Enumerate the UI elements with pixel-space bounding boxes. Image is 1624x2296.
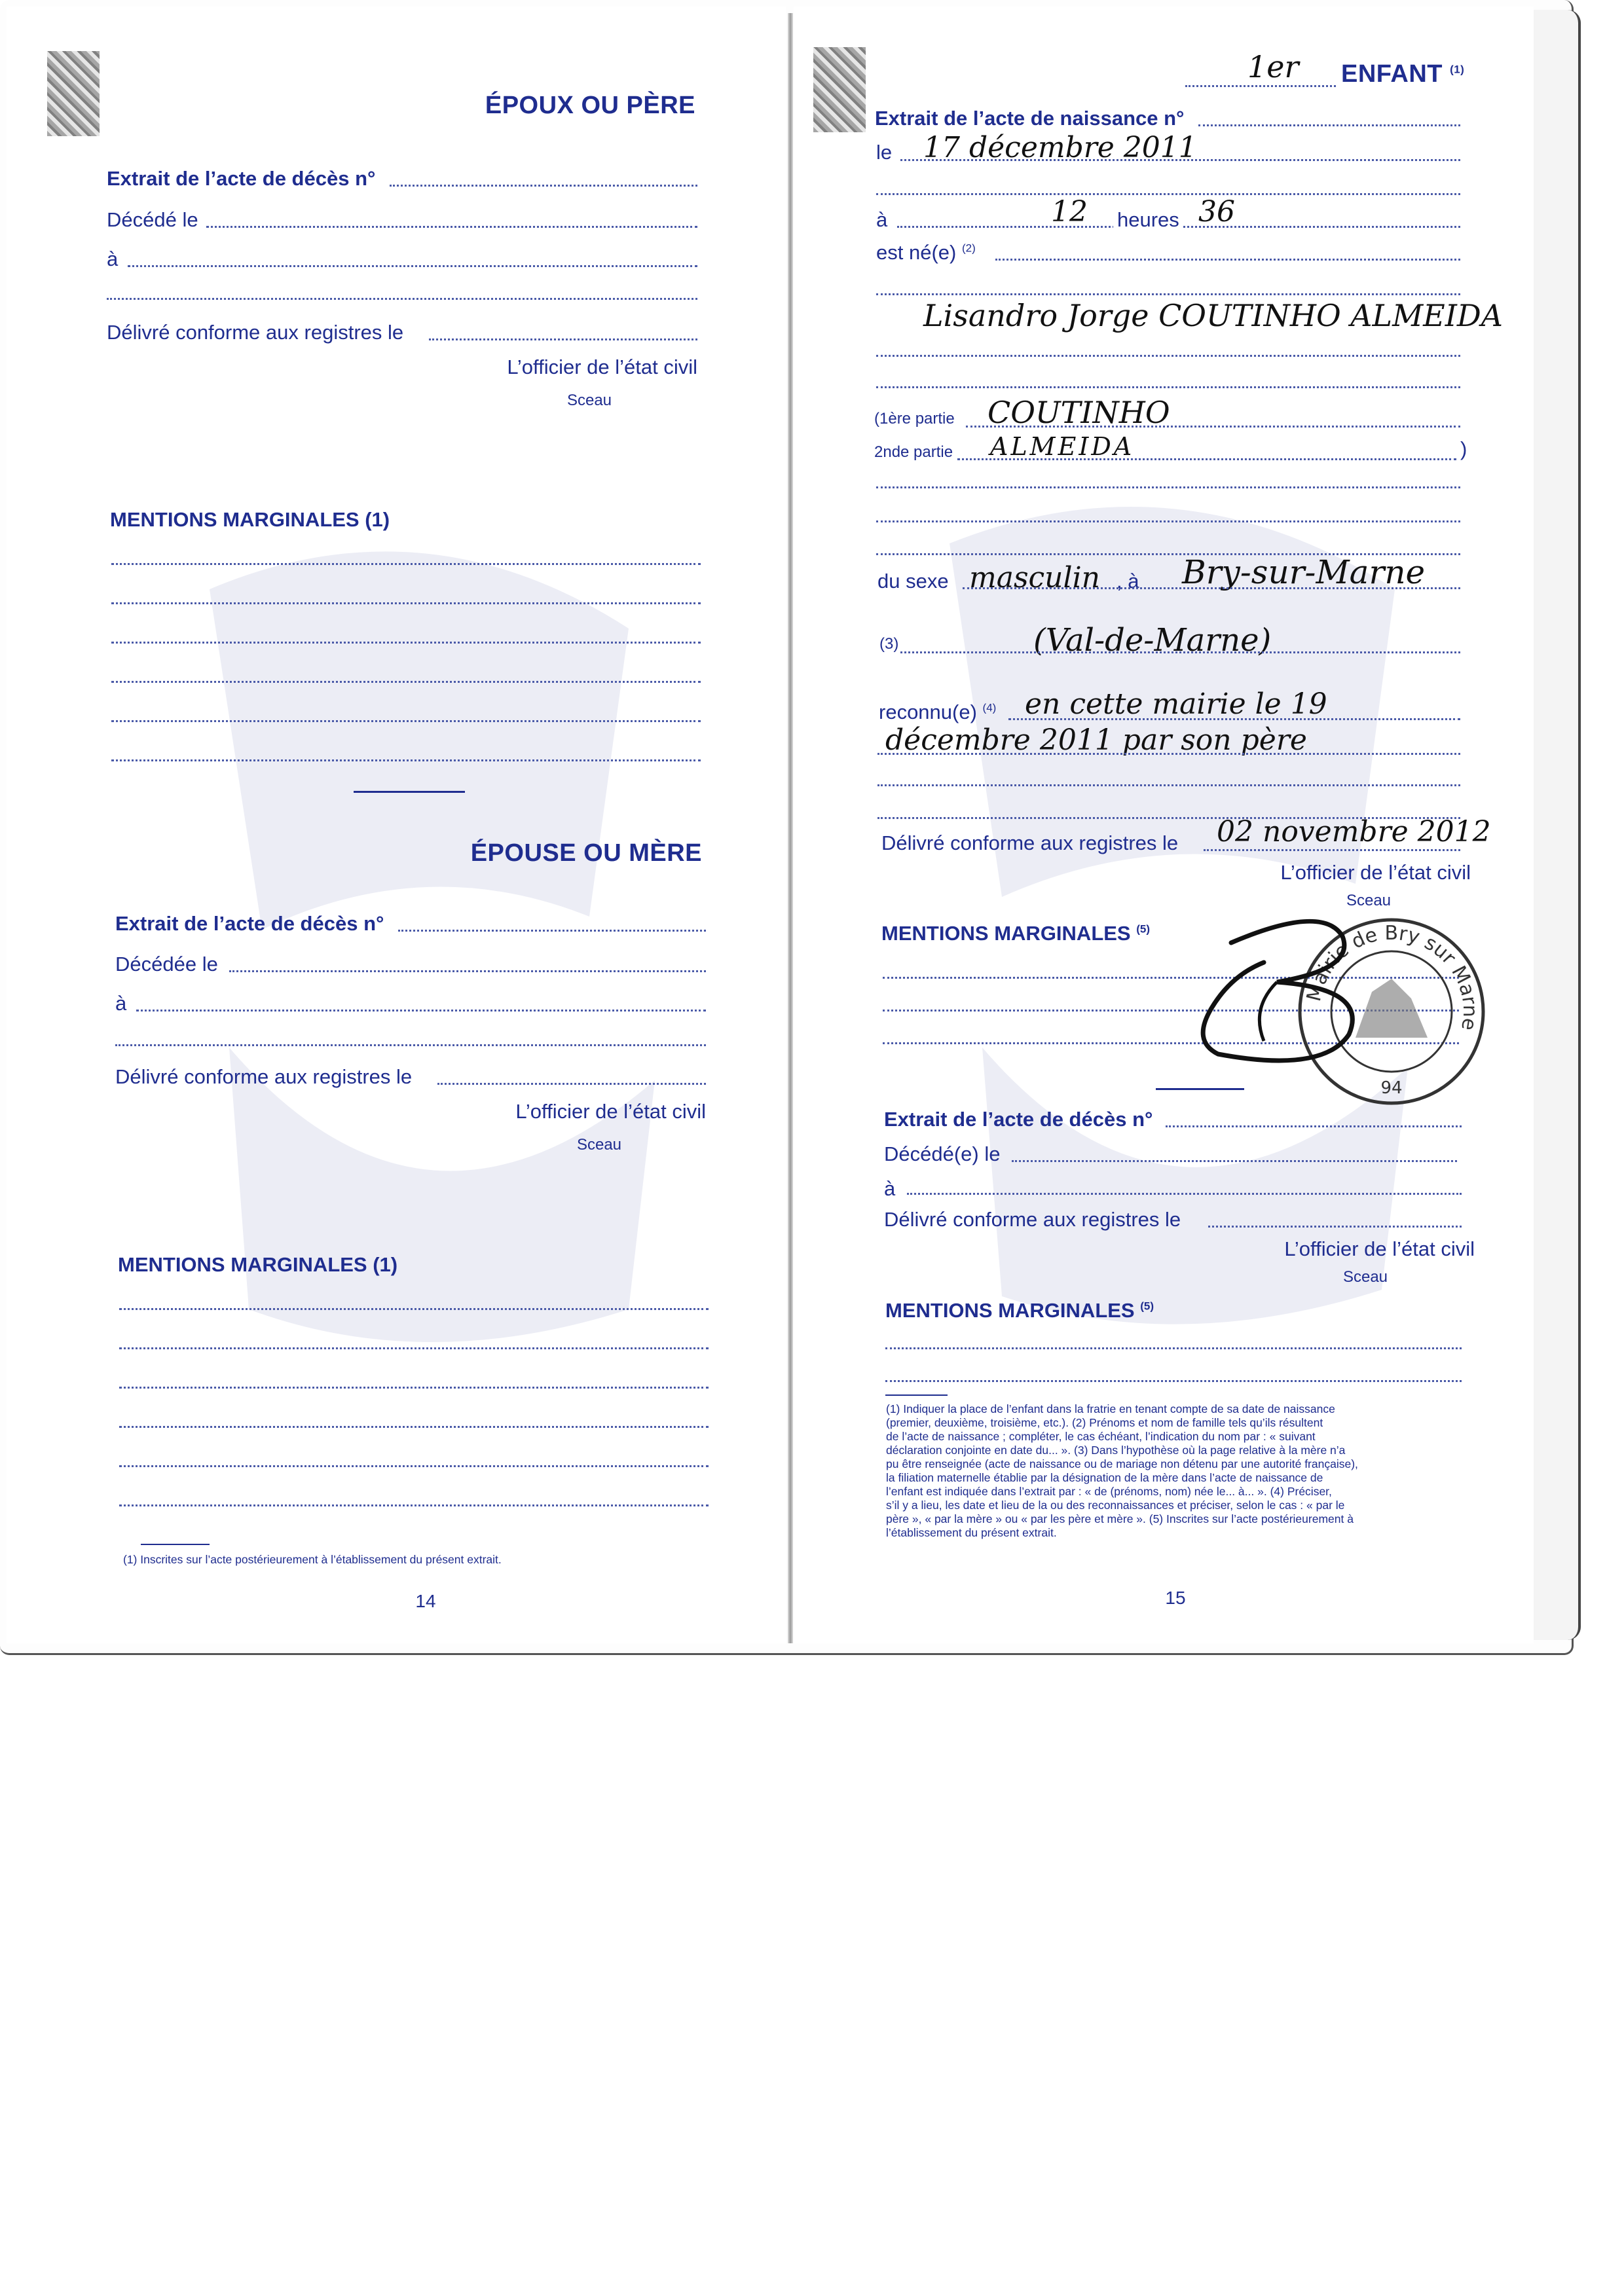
recognized-label-text: reconnu(e) bbox=[879, 701, 977, 723]
birth-date-handwritten: 17 décembre 2011 bbox=[923, 131, 1197, 164]
child-section-title bbox=[1341, 60, 1464, 88]
husband-delivered-label: Délivré conforme aux registres le bbox=[107, 321, 404, 344]
footnote-line: père », « par la mère » ou « par les père et mère ». (5) Inscrites sur l’acte postérieurement à bbox=[886, 1512, 1354, 1525]
footnote-line: de l’acte de naissance ; compléter, le cas échéant, l’indication du nom par : « suivant bbox=[886, 1430, 1316, 1443]
birth-place-handwritten: Bry-sur-Marne bbox=[1182, 553, 1426, 591]
recognized-line-3 bbox=[877, 784, 1460, 786]
part2-close: ) bbox=[1460, 437, 1467, 460]
born-line bbox=[995, 259, 1460, 261]
blank-line-a bbox=[876, 486, 1460, 488]
wife-officer-label: L’officier de l’état civil bbox=[515, 1100, 706, 1123]
wife-mentions-line-1 bbox=[119, 1308, 709, 1310]
right-page-number: 15 bbox=[1165, 1588, 1186, 1608]
part2-handwritten: ALMEIDA bbox=[990, 432, 1135, 461]
birth-hours-label: heures bbox=[1113, 208, 1183, 232]
footnote-rule-right bbox=[885, 1394, 948, 1396]
death-mentions-note: (5) bbox=[1140, 1300, 1154, 1313]
footnote-line: l’établissement du présent extrait. bbox=[886, 1526, 1057, 1539]
husband-place-line bbox=[128, 265, 697, 267]
footnote-rule-left bbox=[141, 1544, 210, 1545]
husband-mentions-label: MENTIONS MARGINALES (1) bbox=[110, 508, 390, 531]
birth-date-line-2 bbox=[876, 193, 1460, 195]
recognized-note: (4) bbox=[982, 701, 997, 714]
wife-delivered-line bbox=[437, 1083, 706, 1085]
plastic-sleeve bbox=[1532, 10, 1581, 1640]
wife-mentions-line-2 bbox=[119, 1347, 709, 1349]
birth-mentions-label bbox=[881, 922, 1150, 945]
child-title-note: (1) bbox=[1450, 63, 1465, 76]
blank-line-b bbox=[876, 520, 1460, 522]
wife-place-line bbox=[136, 1010, 706, 1011]
husband-mentions-line-5 bbox=[111, 720, 701, 722]
birth-at-label: à bbox=[876, 208, 888, 231]
husband-officer-label: L’officier de l’état civil bbox=[507, 355, 697, 378]
husband-mentions-line-2 bbox=[111, 602, 701, 604]
child-names-handwritten: Lisandro Jorge COUTINHO ALMEIDA bbox=[923, 298, 1504, 333]
names-line-2 bbox=[876, 386, 1460, 388]
wife-delivered-label: Délivré conforme aux registres le bbox=[115, 1065, 413, 1088]
hologram-icon-right bbox=[813, 47, 866, 132]
wife-place-label: à bbox=[115, 992, 127, 1015]
death-place-label: à bbox=[884, 1177, 896, 1200]
sex-at-label: , à bbox=[1116, 570, 1139, 592]
birth-mentions-text: MENTIONS MARGINALES bbox=[881, 922, 1131, 945]
death-mentions-line-1 bbox=[885, 1347, 1462, 1349]
wife-mentions-line-6 bbox=[119, 1504, 709, 1506]
footnote-line: déclaration conjointe en date du... ». (3) Dans l’hypothèse où la page relative à la mère n’a bbox=[886, 1444, 1346, 1457]
footnote-line: pu être renseignée (acte de naissance ou de mariage non détenu par une autorité française), bbox=[886, 1457, 1358, 1470]
death-delivered-label: Délivré conforme aux registres le bbox=[884, 1208, 1181, 1231]
birth-date-label: le bbox=[876, 141, 893, 164]
left-page-footnote: (1) Inscrites sur l’acte postérieurement à l’établissement du présent extrait. bbox=[123, 1553, 502, 1566]
wife-death-extract-label: Extrait de l’acte de décès n° bbox=[115, 912, 384, 935]
sex-handwritten: masculin bbox=[969, 561, 1100, 594]
officer-signature bbox=[1192, 910, 1401, 1080]
department-handwritten: (Val-de-Marne) bbox=[1033, 622, 1272, 659]
footnote-line: (premier, deuxième, troisième, etc.). (2) Prénoms et nom de famille tels qu’ils résultent bbox=[886, 1416, 1323, 1429]
birth-extract-line bbox=[1198, 124, 1460, 126]
child-title-text: ENFANT bbox=[1341, 60, 1443, 88]
birth-delivered-label: Délivré conforme aux registres le bbox=[881, 831, 1179, 854]
left-page-number: 14 bbox=[415, 1591, 436, 1611]
born-line-2 bbox=[876, 293, 1460, 295]
wife-place-line-2 bbox=[115, 1044, 706, 1046]
hologram-icon-left bbox=[47, 51, 100, 136]
wife-mentions-line-4 bbox=[119, 1426, 709, 1428]
wife-seal-label: Sceau bbox=[576, 1136, 622, 1154]
child-order-handwritten: 1er bbox=[1247, 49, 1299, 84]
wife-deceased-line bbox=[229, 970, 706, 972]
death-deceased-label: Décédé(e) le bbox=[884, 1142, 1001, 1165]
husband-deceased-label: Décédé le bbox=[107, 208, 198, 231]
footnote-line: l’enfant est indiquée dans l’extrait par : « de (prénoms, nom) née le... à... ». (4) Préciser, bbox=[886, 1485, 1332, 1498]
birth-hour-handwritten: 12 bbox=[1051, 195, 1088, 228]
husband-place-line-2 bbox=[107, 298, 697, 300]
wife-mentions-label: MENTIONS MARGINALES (1) bbox=[118, 1253, 398, 1276]
child-order-line bbox=[1185, 85, 1336, 87]
recognized-line-2 bbox=[877, 753, 1460, 755]
recognized-line2-handwritten: décembre 2011 par son père bbox=[885, 723, 1307, 757]
footnote-line: s’il y a lieu, les date et lieu de la ou des reconnaissances et préciser, selon le cas : « par le bbox=[886, 1499, 1345, 1512]
husband-mentions-line-3 bbox=[111, 642, 701, 644]
birth-date-line bbox=[900, 159, 1460, 161]
birth-delivered-handwritten: 02 novembre 2012 bbox=[1217, 815, 1491, 848]
born-note: (2) bbox=[961, 242, 976, 255]
death-seal-label: Sceau bbox=[1342, 1268, 1388, 1286]
birth-officer-label: L’officier de l’état civil bbox=[1280, 861, 1471, 884]
part2-line bbox=[957, 458, 1456, 460]
wife-mentions-line-3 bbox=[119, 1387, 709, 1389]
sex-label: du sexe bbox=[877, 570, 949, 592]
stamp-text: Mairie de Bry sur Marne bbox=[1302, 921, 1482, 1032]
birth-mentions-note: (5) bbox=[1136, 922, 1151, 936]
sex-line bbox=[963, 587, 1460, 589]
husband-mentions-line-4 bbox=[111, 681, 701, 683]
born-label bbox=[876, 241, 976, 264]
recognized-label bbox=[879, 701, 996, 724]
husband-mentions-line-6 bbox=[111, 759, 701, 761]
part1-handwritten: COUTINHO bbox=[987, 395, 1170, 430]
death-deceased-line bbox=[1012, 1160, 1457, 1162]
husband-deceased-line bbox=[206, 226, 697, 228]
place-line bbox=[900, 651, 1460, 653]
death-extract-label: Extrait de l’acte de décès n° bbox=[884, 1108, 1153, 1131]
husband-delivered-line bbox=[429, 338, 697, 340]
death-extract-line bbox=[1166, 1125, 1462, 1127]
part1-label: (1ère partie bbox=[874, 410, 955, 428]
names-line bbox=[876, 355, 1460, 357]
husband-seal-label: Sceau bbox=[566, 392, 612, 409]
death-place-line bbox=[907, 1193, 1462, 1195]
page-spine bbox=[788, 13, 793, 1643]
wife-death-extract-line bbox=[398, 930, 706, 932]
section-divider-right bbox=[1156, 1088, 1244, 1090]
death-mentions-text: MENTIONS MARGINALES bbox=[885, 1299, 1135, 1322]
footnote-line: (1) Indiquer la place de l’enfant dans la fratrie en tenant compte de sa date de naissance bbox=[886, 1402, 1335, 1415]
section-divider-left bbox=[354, 791, 465, 793]
place-note: (3) bbox=[879, 635, 899, 653]
footnote-line: la filiation maternelle établie par la désignation de la mère dans l’acte de naissance de bbox=[886, 1471, 1323, 1484]
husband-death-extract-label: Extrait de l’acte de décès n° bbox=[107, 167, 376, 190]
birth-extract-label: Extrait de l’acte de naissance n° bbox=[875, 107, 1185, 130]
husband-section-title: ÉPOUX OU PÈRE bbox=[485, 92, 695, 119]
death-delivered-line bbox=[1208, 1226, 1462, 1228]
death-mentions-line-2 bbox=[885, 1380, 1462, 1382]
recognized-line bbox=[1008, 718, 1460, 720]
recognized-line1-handwritten: en cette mairie le 19 bbox=[1025, 687, 1327, 721]
stamp-number: 94 bbox=[1380, 1078, 1403, 1098]
born-label-text: est né(e) bbox=[876, 241, 957, 264]
death-officer-label: L’officier de l’état civil bbox=[1284, 1237, 1475, 1260]
part1-line bbox=[966, 426, 1460, 428]
husband-mentions-line-1 bbox=[111, 563, 701, 565]
birth-delivered-line bbox=[1204, 849, 1460, 851]
birth-seal-label: Sceau bbox=[1346, 892, 1392, 909]
death-mentions-label bbox=[885, 1299, 1154, 1322]
husband-place-label: à bbox=[107, 247, 119, 270]
right-page-footnotes bbox=[886, 1402, 1475, 1540]
husband-death-extract-line bbox=[390, 185, 697, 187]
part2-label: 2nde partie bbox=[874, 443, 953, 461]
wife-section-title: ÉPOUSE OU MÈRE bbox=[470, 839, 702, 867]
wife-mentions-line-5 bbox=[119, 1465, 709, 1467]
birth-minutes-handwritten: 36 bbox=[1198, 195, 1235, 228]
wife-deceased-label: Décédée le bbox=[115, 953, 218, 975]
